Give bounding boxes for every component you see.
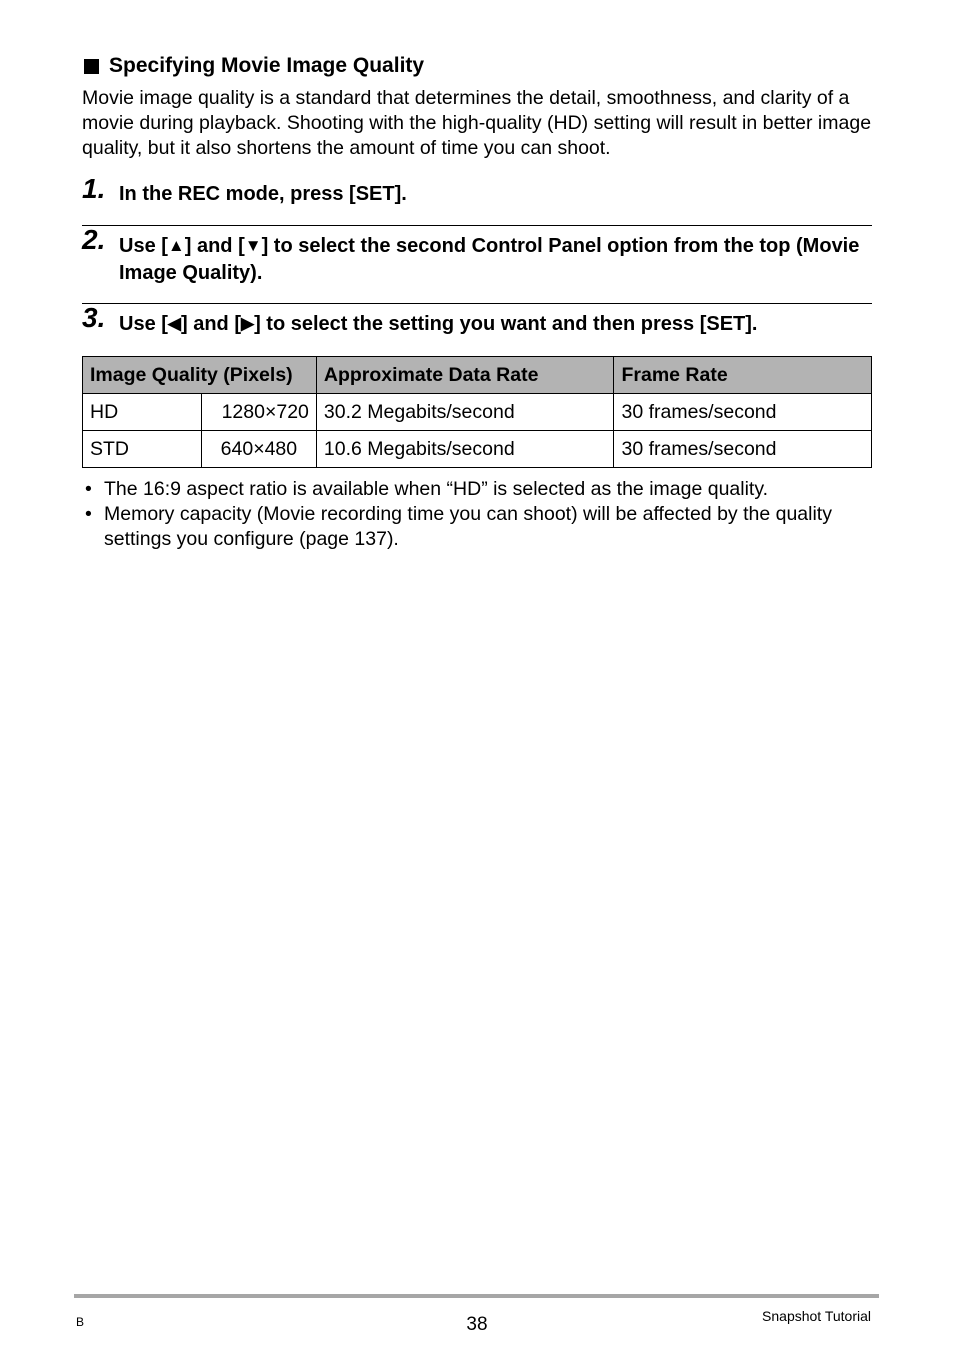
black-square-icon <box>84 59 99 74</box>
notes-list <box>82 477 872 552</box>
footer-section-name: Snapshot Tutorial <box>762 1308 871 1324</box>
pixels-cell: 1280×720 <box>201 394 316 431</box>
quality-cell: HD <box>83 394 202 431</box>
step-text: In the REC mode, press [SET]. <box>119 183 407 205</box>
step-3 <box>82 302 872 338</box>
step-text <box>119 232 872 287</box>
step-text-part: ] and [ <box>180 313 241 335</box>
step-1 <box>82 173 872 208</box>
column-header-image-quality: Image Quality (Pixels) <box>83 357 317 394</box>
pixels-cell: 640×480 <box>201 431 316 468</box>
down-arrow-icon: ▼ <box>244 236 262 255</box>
step-divider <box>82 303 872 304</box>
page-number: 38 <box>466 1314 488 1335</box>
step-divider <box>82 225 872 226</box>
step-number: 2. <box>82 224 106 255</box>
step-text-part: ] and [ <box>184 235 245 257</box>
step-number: 3. <box>82 302 106 333</box>
step-number: 1. <box>82 173 106 204</box>
quality-cell: STD <box>83 431 202 468</box>
bullet-icon: • <box>85 503 92 525</box>
table-row <box>83 431 872 468</box>
right-arrow-icon: ▶ <box>240 314 255 333</box>
data-rate-cell: 30.2 Megabits/second <box>316 394 614 431</box>
frame-rate-cell: 30 frames/second <box>614 394 872 431</box>
left-arrow-icon: ◀ <box>167 314 181 333</box>
list-item <box>82 477 872 502</box>
step-text-part: Use [ <box>119 313 168 335</box>
note-text: The 16:9 aspect ratio is available when “HD” is selected as the image quality. <box>104 478 769 500</box>
frame-rate-cell: 30 frames/second <box>614 431 872 468</box>
step-text-part: ] to select the setting you want and then press [SET]. <box>254 313 758 335</box>
section-heading <box>84 54 424 78</box>
step-text-part: Use [ <box>119 235 168 257</box>
bullet-icon: • <box>85 478 92 500</box>
table-header-row <box>83 357 872 394</box>
note-text: Memory capacity (Movie recording time you can shoot) will be affected by the quality settings you configure (page 137). <box>104 503 832 550</box>
step-2 <box>82 224 872 287</box>
intro-paragraph: Movie image quality is a standard that determines the detail, smoothness, and clarity of a movie during playback. Shooting with the high-quality (HD) setting will result in better image quality, but it also shortens the amount of time you can shoot. <box>82 87 872 159</box>
image-quality-table <box>82 356 872 468</box>
footer-divider <box>74 1294 879 1298</box>
up-arrow-icon: ▲ <box>167 236 185 255</box>
step-text <box>119 310 872 338</box>
table-row <box>83 394 872 431</box>
data-rate-cell: 10.6 Megabits/second <box>316 431 614 468</box>
section-title: Specifying Movie Image Quality <box>109 54 425 77</box>
column-header-frame-rate: Frame Rate <box>614 357 872 394</box>
list-item <box>82 502 872 552</box>
footer-language-code: B <box>76 1315 85 1329</box>
column-header-data-rate: Approximate Data Rate <box>316 357 614 394</box>
step-text-part: ] to select the second Control Panel option from the top (Movie Image Quality). <box>119 235 860 284</box>
